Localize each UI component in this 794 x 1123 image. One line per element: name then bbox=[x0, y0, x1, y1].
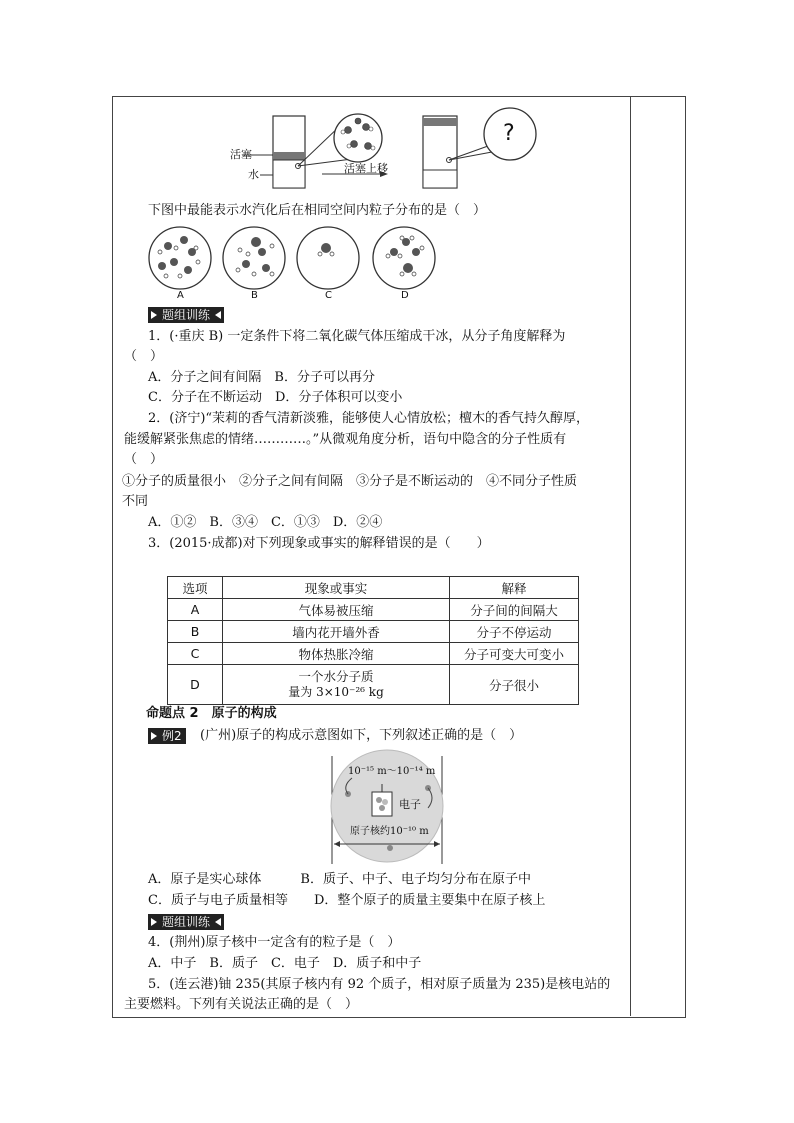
choice-b-diagram bbox=[223, 227, 285, 289]
q5-line1: 5．(连云港)铀 235(其原子核内有 92 个质子，相对原子质量为 235)是核电站的 bbox=[148, 977, 611, 992]
label-water: 水 bbox=[248, 168, 259, 181]
q1-line2: （ ） bbox=[124, 349, 164, 364]
choice-label-c: C bbox=[325, 290, 332, 301]
atom-electron-label: 电子 bbox=[399, 798, 421, 811]
ex2-options-ab: A．原子是实心球体 B．质子、中子、电子均匀分布在原子中 bbox=[148, 872, 531, 887]
table-row bbox=[168, 665, 579, 705]
choice-d-diagram bbox=[373, 227, 435, 289]
table-header-cell: 现象或事实 bbox=[223, 577, 450, 599]
table-cell: 分子不停运动 bbox=[450, 621, 579, 643]
question-mark: ? bbox=[503, 121, 515, 146]
q2-line5: 不同 bbox=[122, 494, 149, 509]
section-badge-2: 题组训练 bbox=[148, 914, 224, 930]
piston-figure bbox=[230, 104, 550, 194]
q1-options-cd: C．分子在不断运动 D．分子体积可以变小 bbox=[148, 390, 403, 405]
q4-stem: 4．(荆州)原子核中一定含有的粒子是（ ） bbox=[148, 935, 401, 950]
table-cell: 物体热胀冷缩 bbox=[223, 643, 450, 665]
table-header-cell: 选项 bbox=[168, 577, 223, 599]
q1-options-ab: A．分子之间有间隔 B．分子可以再分 bbox=[148, 370, 375, 385]
fact-line-2: 量为 3×10⁻²⁶ kg bbox=[288, 684, 384, 699]
piston-left bbox=[273, 152, 305, 160]
q2-options: A．①② B．③④ C．①③ D．②④ bbox=[148, 515, 383, 530]
q2-line4: ①分子的质量很小 ②分子之间有间隔 ③分子是不断运动的 ④不同分子性质 bbox=[122, 474, 578, 489]
nucleus-box bbox=[372, 792, 392, 816]
table-row bbox=[168, 621, 579, 643]
choice-a-diagram bbox=[149, 227, 211, 289]
table-cell: 分子间的间隔大 bbox=[450, 599, 579, 621]
piston-right bbox=[423, 118, 457, 126]
table-row bbox=[168, 643, 579, 665]
q2-line1: 2．(济宁)“茉莉的香气清新淡雅，能够使人心情放松；檀木的香气持久醇厚， bbox=[148, 411, 590, 426]
fact-line-1: 一个水分子质 bbox=[298, 668, 374, 684]
choice-circles bbox=[140, 224, 460, 294]
q2-line2: 能缓解紧张焦虑的情绪…………。”从微观角度分析，语句中隐含的分子性质有 bbox=[124, 432, 567, 447]
table-header bbox=[168, 577, 579, 599]
table-cell: 分子可变大可变小 bbox=[450, 643, 579, 665]
column-divider bbox=[630, 96, 631, 1016]
table-header-cell: 解释 bbox=[450, 577, 579, 599]
section-badge-1: 题组训练 bbox=[148, 307, 224, 323]
atom-top-label: 10⁻¹⁵ m～10⁻¹⁴ m bbox=[348, 766, 436, 777]
example2-badge: 例2 bbox=[148, 728, 186, 744]
table-cell-multiline bbox=[223, 665, 450, 705]
water-right bbox=[423, 170, 457, 188]
choice-label-d: D bbox=[401, 290, 409, 301]
point2-title: 命题点 2 原子的构成 bbox=[146, 706, 277, 721]
q5-line2: 主要燃料。下列有关说法正确的是（ ） bbox=[124, 997, 359, 1012]
table-cell: 气体易被压缩 bbox=[223, 599, 450, 621]
table-row bbox=[168, 599, 579, 621]
q1-line1: 1．(·重庆 B) 一定条件下将二氧化碳气体压缩成干冰，从分子角度解释为 bbox=[148, 329, 566, 344]
choice-label-b: B bbox=[251, 290, 258, 301]
ex2-options-cd: C．质子与电子质量相等 D．整个原子的质量主要集中在原子核上 bbox=[148, 893, 546, 908]
q4-options: A．中子 B．质子 C．电子 D．质子和中子 bbox=[148, 956, 422, 971]
q3-table bbox=[167, 576, 579, 705]
question-intro: 下图中最能表示水汽化后在相同空间内粒子分布的是（ ） bbox=[148, 203, 487, 218]
label-piston: 活塞 bbox=[230, 148, 252, 161]
q2-line3: （ ） bbox=[124, 452, 164, 467]
choice-label-a: A bbox=[177, 290, 184, 301]
arrow-text: 活塞上移 bbox=[344, 162, 388, 175]
table-cell: 分子很小 bbox=[450, 665, 579, 705]
choice-c-diagram bbox=[297, 227, 359, 289]
table-cell: A bbox=[168, 599, 223, 621]
q3-stem: 3．(2015·成都)对下列现象或事实的解释错误的是（ ） bbox=[148, 536, 490, 551]
table-cell: B bbox=[168, 621, 223, 643]
table-cell: C bbox=[168, 643, 223, 665]
ex2-stem: (广州)原子的构成示意图如下，下列叙述正确的是（ ） bbox=[200, 728, 523, 743]
table-cell: D bbox=[168, 665, 223, 705]
atom-nucleus-label: 原子核约10⁻¹⁰ m bbox=[350, 826, 429, 837]
table-cell: 墙内花开墙外香 bbox=[223, 621, 450, 643]
